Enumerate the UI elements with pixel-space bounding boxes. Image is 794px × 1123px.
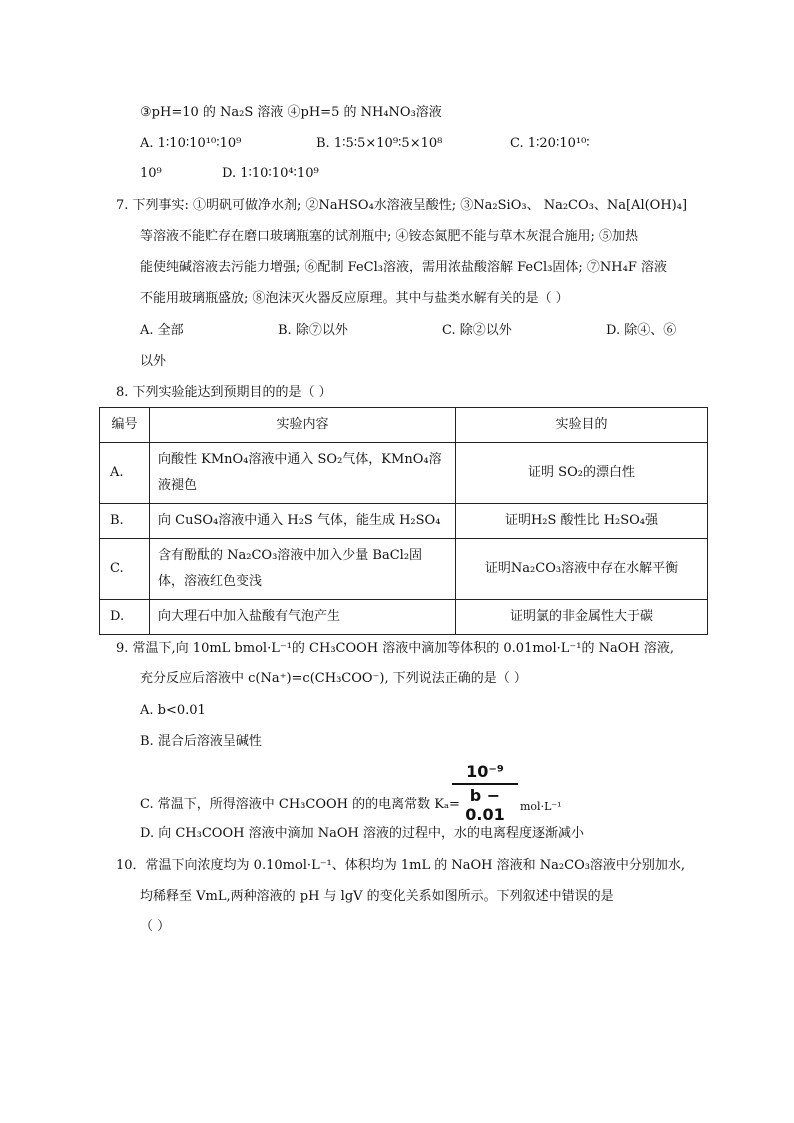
q7-stem-line2: 等溶液不能贮存在磨口玻璃瓶塞的试剂瓶中; ④铵态氮肥不能与草木灰混合施用; ⑤加热 [140,229,639,244]
q7-stem-line3: 能使纯碱溶液去污能力增强; ⑥配制 FeCl₃溶液，需用浓盐酸溶解 FeCl₃固体; ⑦NH₄F 溶液 [140,260,668,275]
q9-option-d: D. 向 CH₃COOH 溶液中滴加 NaOH 溶液的过程中，水的电离程度逐渐减小 [140,826,584,841]
row-id: D. [100,600,150,635]
experiment-table [99,407,708,635]
q7-option-d: D. 除④、⑥ [606,323,677,338]
q7-option-c: C. 除②以外 [442,323,512,338]
q6-option-a: A. 1∶10∶10¹⁰∶10⁹ [140,136,242,151]
row-purpose: 证明H₂S 酸性比 H₂SO₄强 [456,504,708,539]
header-content: 实验内容 [150,408,456,443]
row-id: B. [100,504,150,539]
q8-stem: 8. 下列实验能达到预期目的的是（ ） [116,385,332,400]
q10-stem-line3: （ ） [140,919,171,934]
q7-stem-line4: 不能用玻璃瓶盛放; ⑧泡沫灭火器反应原理。其中与盐类水解有关的是（ ） [140,291,569,306]
q6-option-c: C. 1∶20∶10¹⁰∶ [510,136,590,151]
q10-stem-line2: 均稀释至 VmL,两种溶液的 pH 与 lgV 的变化关系如图所示。下列叙述中错误的是 [140,889,614,904]
q9-stem-line2: 充分反应后溶液中 c(Na⁺)=c(CH₃COO⁻), 下列说法正确的是（ ） [140,671,527,686]
q6-option-b: B. 1∶5∶5×10⁹∶5×10⁸ [316,136,443,151]
row-purpose: 证明 SO₂的漂白性 [456,443,708,504]
row-id: C. [100,539,150,600]
q9-option-b: B. 混合后溶液呈碱性 [140,734,262,749]
q7-stem-line1: 7. 下列事实: ①明矾可做净水剂; ②NaHSO₄水溶液呈酸性; ③Na₂SiO₃、 Na₂CO₃、Na[Al(OH)₄] [116,198,688,213]
row-content: 向 CuSO₄溶液中通入 H₂S 气体，能生成 H₂SO₄ [150,504,456,539]
q9-option-a: A. b<0.01 [140,703,206,718]
table-row [100,504,708,539]
ka-fraction [452,762,518,824]
table-row [100,539,708,600]
q9-option-c-unit: mol·L⁻¹ [520,800,562,813]
header-purpose: 实验目的 [456,408,708,443]
row-content: 向酸性 KMnO₄溶液中通入 SO₂气体，KMnO₄溶液褪色 [150,443,456,504]
q6-option-d: D. 1∶10∶10⁴∶10⁹ [222,166,319,181]
q7-option-d-cont: 以外 [140,354,167,369]
q7-option-a: A. 全部 [140,323,184,338]
fraction-denominator: b − 0.01 [465,786,505,824]
header-id: 编号 [100,408,150,443]
q7-option-b: B. 除⑦以外 [278,323,348,338]
row-content: 含有酚酞的 Na₂CO₃溶液中加入少量 BaCl₂固体，溶液红色变浅 [150,539,456,600]
fraction-numerator: 10⁻⁹ [452,762,518,785]
q6-option-c-cont: 10⁹ [140,166,162,181]
q9-option-c: C. 常温下，所得溶液中 CH₃COOH 的的电离常数 Kₐ= [140,797,460,812]
q9-stem-line1: 9. 常温下,向 10mL bmol·L⁻¹的 CH₃COOH 溶液中滴加等体积的 0.01mol·L⁻¹的 NaOH 溶液, [116,641,675,656]
q6-line: ③pH=10 的 Na₂S 溶液 ④pH=5 的 NH₄NO₃溶液 [140,105,442,120]
table-row [100,443,708,504]
row-id: A. [100,443,150,504]
q10-stem-line1: 10．常温下向浓度均为 0.10mol·L⁻¹、体积均为 1mL 的 NaOH 溶液和 Na₂CO₃溶液中分别加水, [116,858,686,873]
row-purpose: 证明氯的非金属性大于碳 [456,600,708,635]
table-row [100,600,708,635]
table-header-row [100,408,708,443]
row-purpose: 证明Na₂CO₃溶液中存在水解平衡 [456,539,708,600]
row-content: 向大理石中加入盐酸有气泡产生 [150,600,456,635]
